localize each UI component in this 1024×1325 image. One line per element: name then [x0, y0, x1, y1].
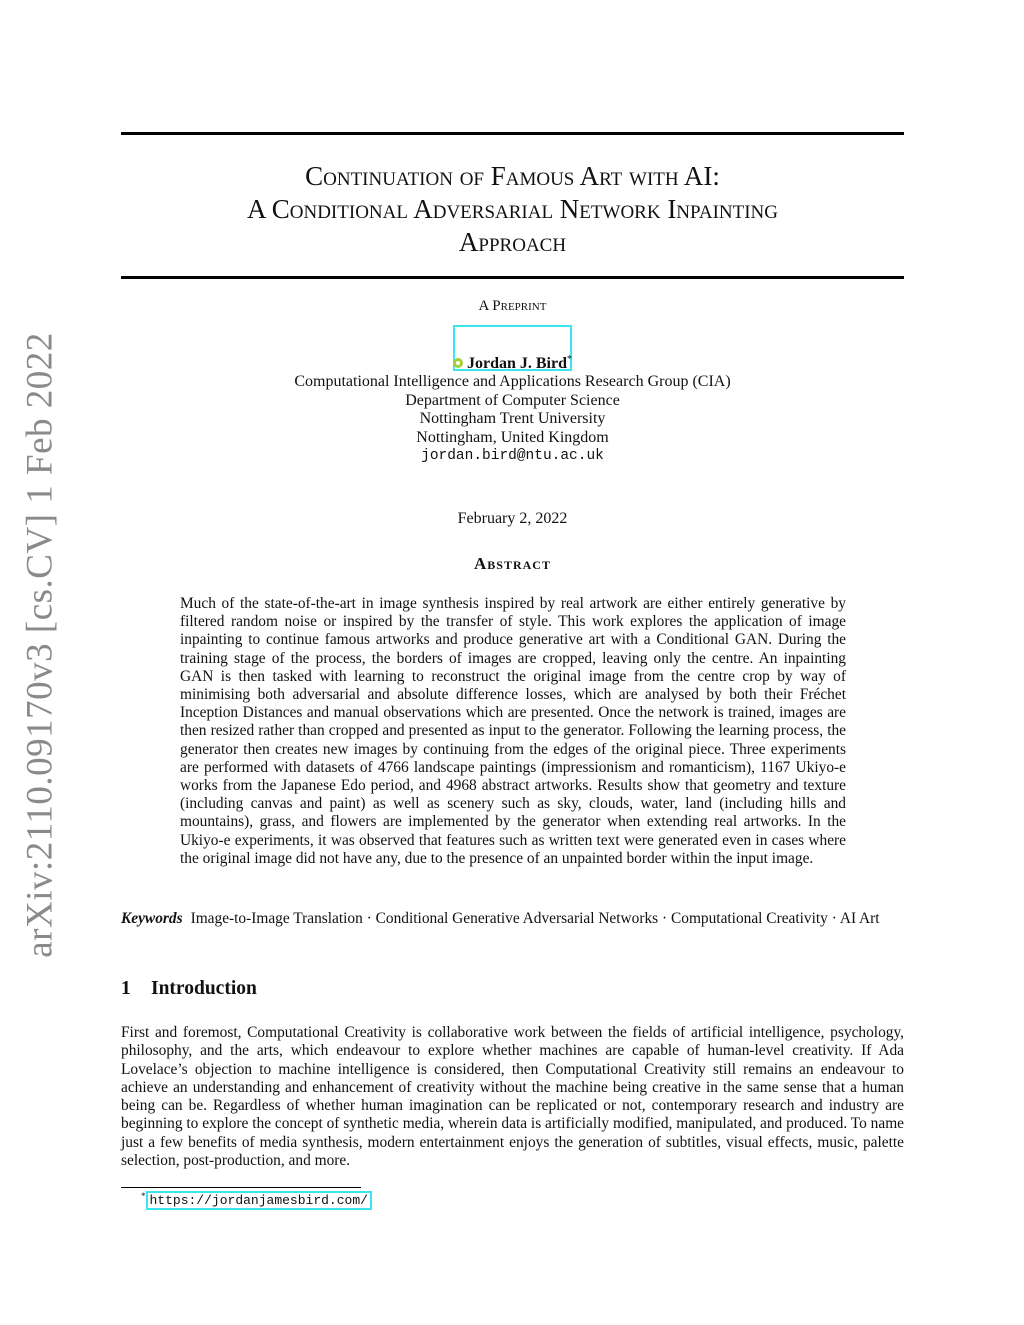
section-title: Introduction [151, 978, 257, 999]
title-line-1: Continuation of Famous Art with AI: [305, 161, 720, 191]
affiliation-department: Department of Computer Science [405, 391, 620, 409]
section-heading-introduction [121, 978, 257, 1000]
paper-date: February 2, 2022 [457, 510, 568, 527]
author-email: jordan.bird@ntu.ac.uk [421, 448, 604, 465]
author-line [121, 351, 904, 373]
footnote-rule [121, 1187, 361, 1188]
keywords-text: Image-to-Image Translation · Conditional Generative Adversarial Networks · Computational Creativity · AI Art [190, 910, 880, 927]
author-name[interactable]: Jordan J. Bird [466, 355, 567, 372]
orcid-icon[interactable] [453, 358, 463, 368]
author-block [121, 351, 904, 465]
footnote-mark: * [141, 1191, 146, 1201]
affiliation-group: Computational Intelligence and Applications Research Group (CIA) [294, 373, 731, 391]
paper-title [121, 160, 904, 259]
preprint-label: A Preprint [478, 298, 547, 314]
introduction-text: First and foremost, Computational Creativity is collaborative work between the fields of artificial intelligence, psychology, philosophy, and the arts, which endeavour to explore whether machines are capable of human-level creativity. If Ada Lovelace’s objection to machine intelligence is considered, then Computational Creativity still remains an endeavour to achieve an understanding and enhancement of creativity without the machine being creative in the same sense that a human being can be. Regardless of whether human imagination can be replicated or not, contemporary research and industry are beginning to explore the concept of synthetic media, wherein data is artificially modified, manipulated, and produced. To name just a few benefits of media synthesis, modern entertainment enjoys the generation of subtitles, visual effects, music, palette selection, post-production, and more. [121, 1024, 904, 1170]
footnote [141, 1191, 372, 1210]
title-line-2: A Conditional Adversarial Network Inpainting [247, 194, 778, 224]
title-line-3: Approach [458, 227, 567, 257]
title-bottom-rule [121, 276, 904, 279]
keywords-label: Keywords [121, 910, 183, 927]
arxiv-identifier: arXiv:2110.09170v3 [cs.CV] 1 Feb 2022 [19, 332, 61, 958]
title-top-rule [121, 132, 904, 135]
abstract-heading: Abstract [474, 554, 551, 573]
author-footnote-mark: * [567, 354, 572, 365]
abstract-text: Much of the state-of-the-art in image synthesis inspired by real artwork are either entirely generative by filtered random noise or inspired by the transfer of style. This work explores the application of image inpainting to continue famous artworks and produce generative art with a Conditional GAN. During the training stage of the process, the borders of images are cropped, leaving only the centre. An inpainting GAN is then tasked with learning to reconstruct the original image from the centre crop by way of minimising both adversarial and absolute difference losses, which are analysed by both their Fréchet Inception Distances and manual observations which are presented. Once the network is trained, images are then resized rather than cropped and presented as input to the generator. Following the learning process, the generator then creates new images by continuing from the edges of the original piece. Three experiments are performed with datasets of 4766 landscape paintings (impressionism and romanticism), 1167 Ukiyo-e works from the Japanese Edo period, and 4968 abstract artworks. Results show that geometry and texture (including canvas and paint) as well as scenery such as sky, clouds, water, land (including hills and mountains), grass, and flowers are implemented by the generator when extending real artworks. In the Ukiyo-e experiments, it was observed that features such as written text were generated even in cases where the original image did not have any, due to the presence of an unpainted border within the input image. [180, 595, 846, 867]
affiliation-university: Nottingham Trent University [419, 410, 606, 428]
footnote-url-link[interactable]: https://jordanjamesbird.com/ [146, 1191, 372, 1210]
section-number: 1 [121, 978, 131, 999]
affiliation-location: Nottingham, United Kingdom [416, 428, 609, 446]
keywords [121, 910, 904, 928]
